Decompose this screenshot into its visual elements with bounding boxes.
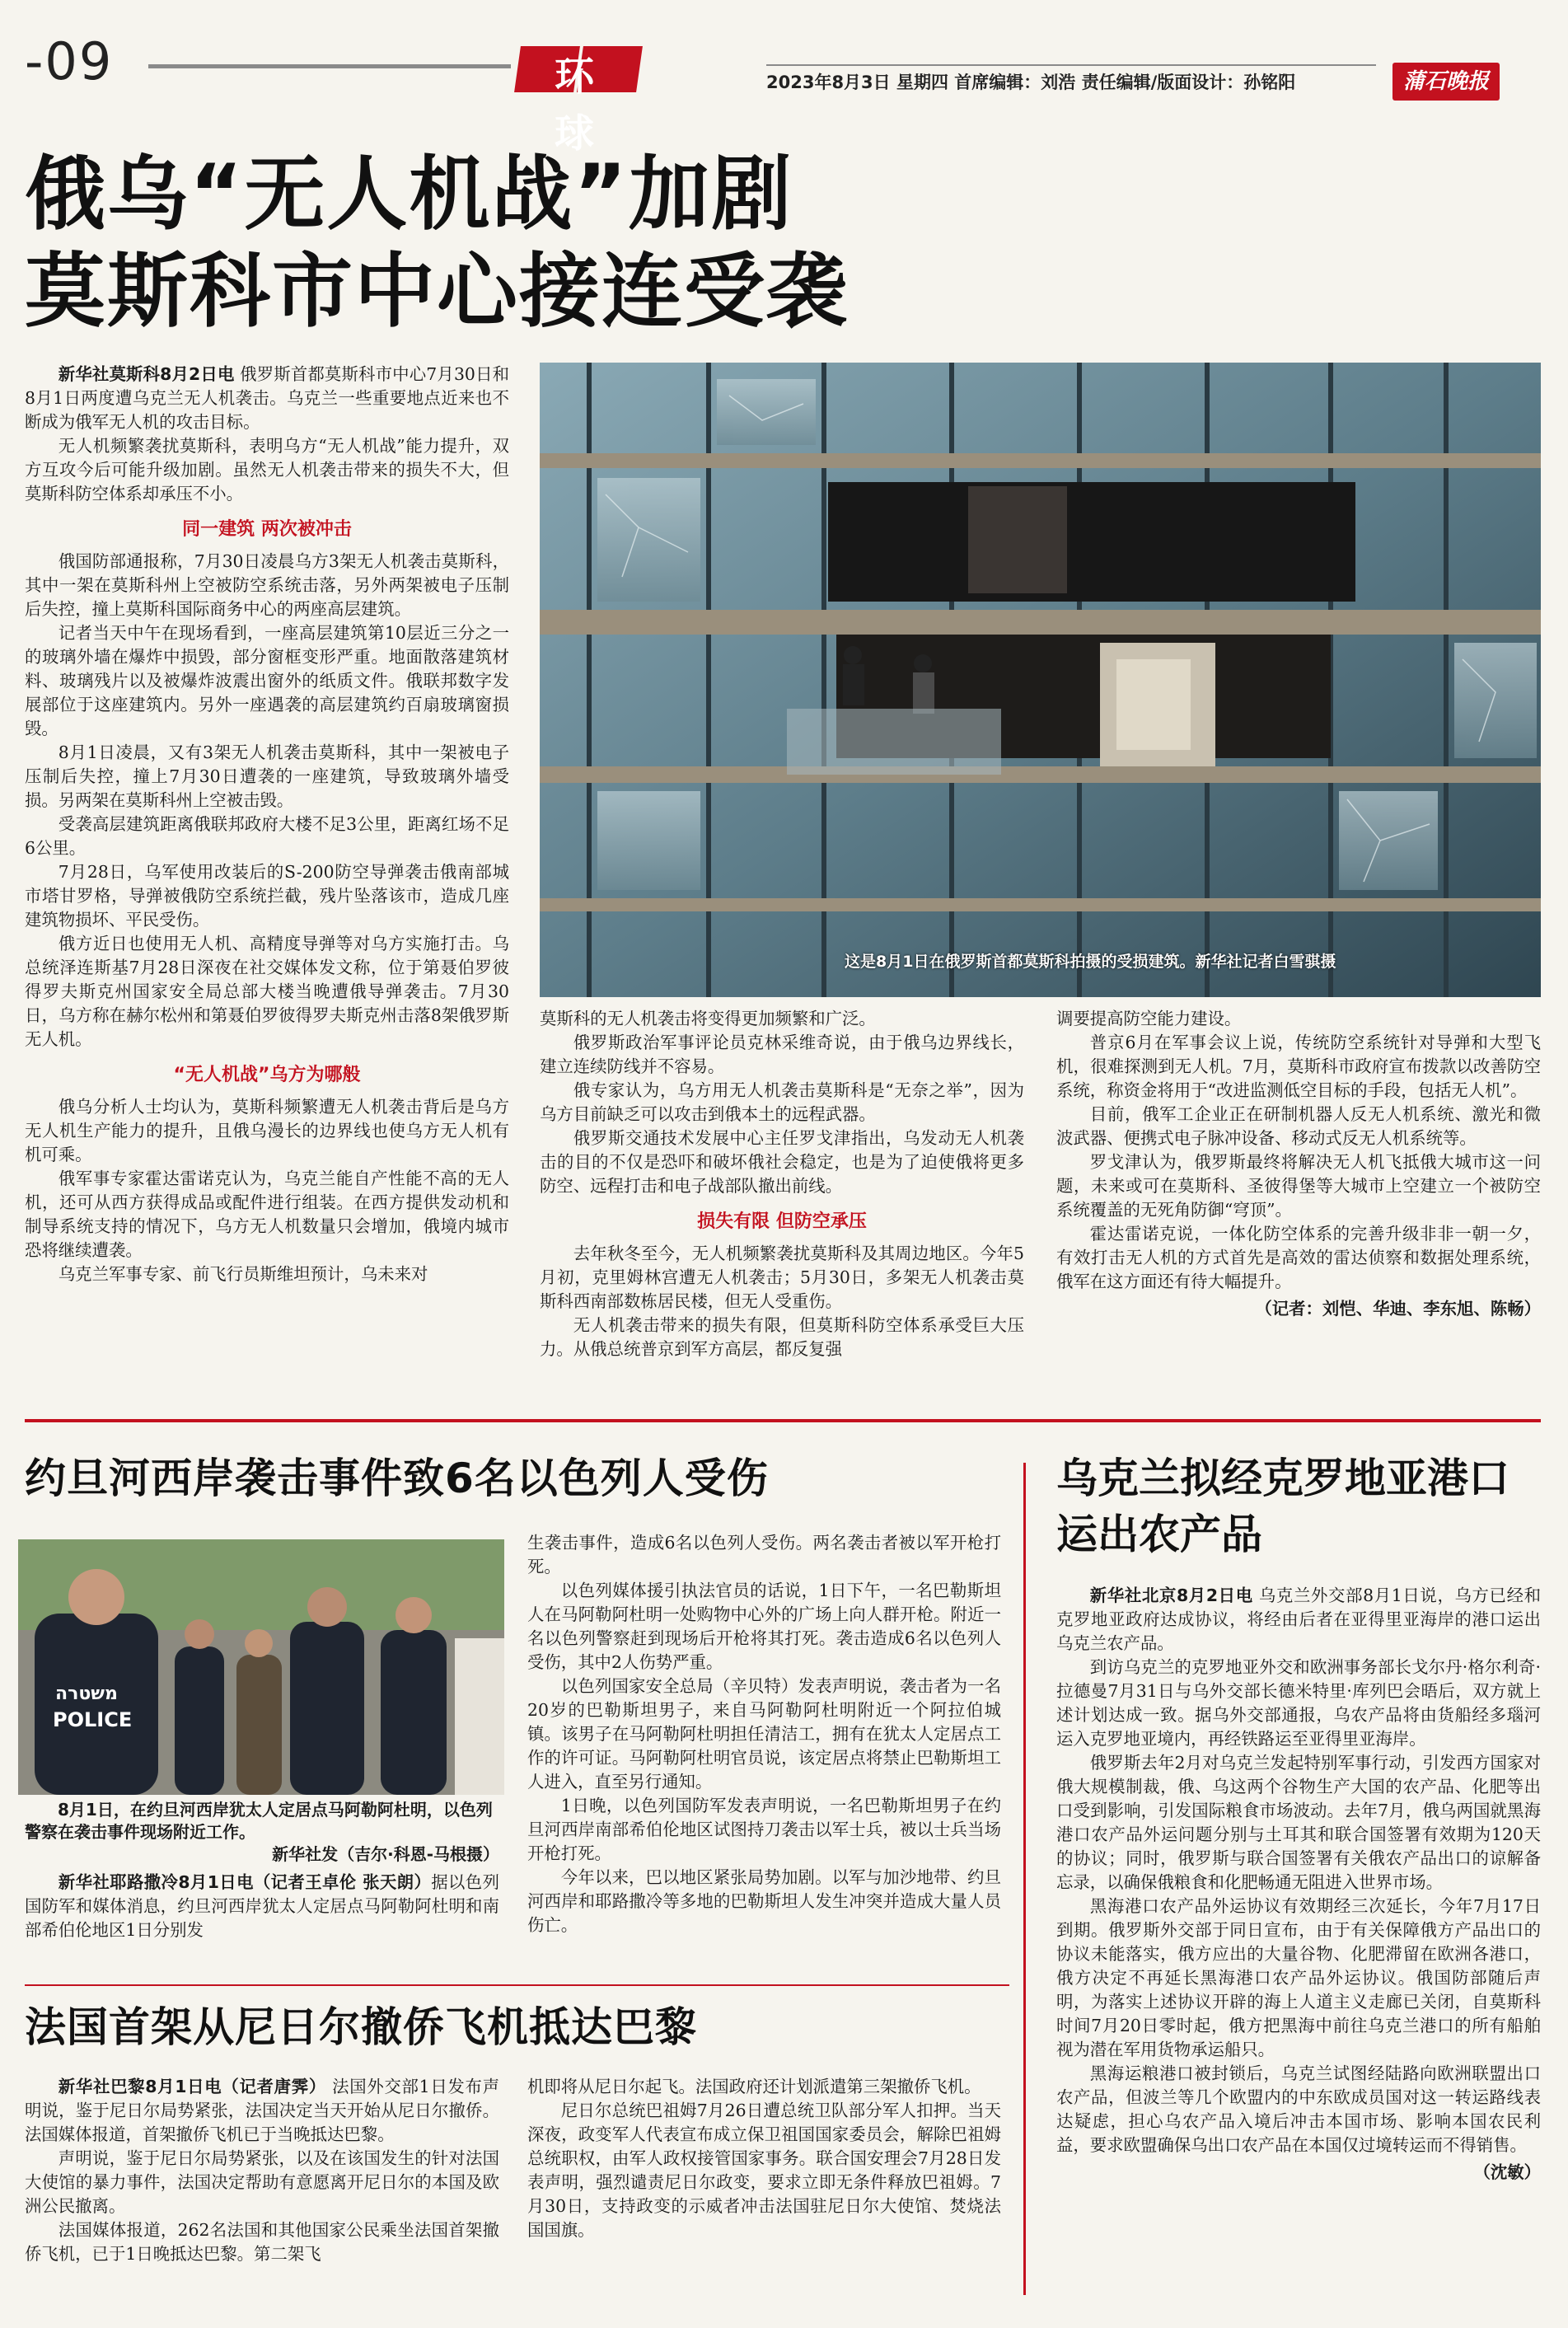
ukraine-col: 新华社北京8月2日电 乌克兰外交部8月1日说，乌方已经和克罗地亚政府达成协议，将经由后者在亚得里亚海岸的港口运出乌克兰农产品。 到访乌克兰的克罗地亚外交和欧洲事务部长戈尔丹·格尔利奇·拉德曼7月31日与乌外交部长德米特里·库列巴会晤后，双方就上述计划达成一致。据乌外交部通报，乌农产品将由货船经多瑙河运入克罗地亚境内，再经铁路运至亚得里亚海岸。 俄罗斯去年2月对乌克兰发起特别军事行动，引发西方国家对俄大规模制裁，俄、乌这两个谷物生产大国的农产品、化肥等出口受到影响，引发国际粮食市场波动。去年7月，俄乌两国就黑海港口农产品外运问题分别与土耳其和联合国签署有效期为120天的协议；同时，俄罗斯与联合国签署有关俄农产品出口的谅解备忘录，以确保俄粮食和化肥畅通无阻进入世界市场。 黑海港口农产品外运协议有效期经三次延长，今年7月17日到期。俄罗斯外交部于同日宣布，由于有关保障俄方产品出口的协议未能落实，俄方应出的大量谷物、化肥滞留在欧洲各港口，俄方决定不再延长黑海港口农产品外运协议。俄国防部随后声明，为落实上述协议开辟的海上人道主义走廊已关闭，自莫斯科时间7月20日零时起，俄方把黑海中前往乌克兰港口的所有船舶视为潜在军用货物承运船只。 黑海运粮港口被封锁后，乌克兰试图经陆路向欧洲联盟出口农产品，但波兰等几个欧盟内的中东欧成员国对这一转运路线表达疑虑，担心乌农产品入境后冲击本国市场、影响本国农民利益，要求欧盟确保乌出口农产品在本国仅过境转运而不得销售。 （沈敏）	[1056, 1584, 1541, 2317]
subhead-2: “无人机战”乌方为哪般	[173, 1065, 361, 1085]
westbank-col-1: 新华社耶路撒冷8月1日电（记者王卓伦 张天朗）据以色列国防军和媒体消息，约旦河西岸犹太人定居点马阿勒阿杜明和南部希伯伦地区1日分别发	[25, 1872, 499, 1940]
page-number: -09	[25, 31, 114, 91]
section-label: 环球	[554, 54, 617, 157]
building-illustration	[540, 363, 1541, 997]
column-divider	[1023, 1463, 1026, 2295]
police-photo	[18, 1539, 504, 1795]
ukraine-credit: （沈敏）	[1473, 2162, 1541, 2182]
subhead-1: 同一建筑 两次被冲击	[182, 519, 352, 540]
police-illustration	[18, 1539, 504, 1795]
subhead-3: 损失有限 但防空承压	[697, 1211, 867, 1232]
ukraine-headline-line1: 乌克兰拟经克罗地亚港口	[1056, 1454, 1509, 1502]
westbank-col-2: 生袭击事件，造成6名以色列人受伤。两名袭击者被以军开枪打死。 以色列媒体援引执法官员的话说，1日下午，一名巴勒斯坦人在马阿勒阿杜明一处购物中心外的广场上向人群开枪。附近一名以色列警察赶到现场后开枪将其打死。袭击造成6名以色列人受伤，其中2人伤势严重。 以色列国家安全总局（辛贝特）发表声明说，袭击者为一名20岁的巴勒斯坦男子，来自马阿勒阿杜明附近一个阿拉伯城镇。该男子在马阿勒阿杜明担任清洁工，拥有在犹太人定居点工作的许可证。马阿勒阿杜明官员说，该定居点将禁止巴勒斯坦工人进入，直至另行通知。 1日晚，以色列国防军发表声明说，一名巴勒斯坦男子在约旦河西岸南部希伯伦地区试图持刀袭击以军士兵，被以士兵当场开枪打死。 今年以来，巴以地区紧张局势加剧。以军与加沙地带、约旦河西岸和耶路撒冷等多地的巴勒斯坦人发生冲突并造成大量人员伤亡。	[527, 1533, 1001, 1935]
newspaper-logo: 蒲石晚报	[1392, 63, 1500, 101]
police-vest-hebrew: משטרה	[55, 1684, 118, 1704]
ukraine-headline-line2: 运出农产品	[1056, 1511, 1262, 1558]
damaged-building-photo	[540, 363, 1541, 997]
main-col-2: 莫斯科的无人机袭击将变得更加频繁和广泛。 俄罗斯政治军事评论员克林采维奇说，由于俄乌边界线长，建立连续防线并不容易。 俄专家认为，乌方用无人机袭击莫斯科是“无奈之举”，因为乌方目前缺乏可以攻击到俄本土的远程武器。 俄罗斯交通技术发展中心主任罗戈津指出，乌发动无人机袭击的目的不仅是恐吓和破坏俄社会稳定，也是为了迫使俄将更多防空、远程打击和电子战部队撤出前线。 损失有限 但防空承压 去年秋冬至今，无人机频繁袭扰莫斯科及其周边地区。今年5月初，克里姆林宫遭无人机袭击；5月30日，多架无人机袭击莫斯科西南部数栋居民楼，但无人受重伤。 无人机袭击带来的损失有限，但莫斯科防空体系承受巨大压力。从俄总统普京到军方高层，都反复强	[540, 1009, 1024, 1359]
article-divider	[25, 1984, 1009, 1986]
westbank-caption: 8月1日，在约旦河西岸犹太人定居点马阿勒阿杜明，以色列警察在袭击事件现场附近工作。 新华社发（吉尔·科恩-马根摄）	[25, 1800, 499, 1864]
main-col-1: 新华社莫斯科8月2日电 俄罗斯首都莫斯科市中心7月30日和8月1日两度遭乌克兰无人机袭击。乌克兰一些重要地点近来也不断成为俄军无人机的攻击目标。 无人机频繁袭扰莫斯科，表明乌方“无人机战”能力提升，双方互攻今后可能升级加剧。虽然无人机袭击带来的损失不大，但莫斯科防空体系却承压不小。 同一建筑 两次被冲击 俄国防部通报称，7月30日凌晨乌方3架无人机袭击莫斯科，其中一架在莫斯科州上空被防空系统击落，另外两架被电子压制后失控，撞上莫斯科国际商务中心的两座高层建筑。 记者当天中午在现场看到，一座高层建筑第10层近三分之一的玻璃外墙在爆炸中损毁，部分窗框变形严重。地面散落建筑材料、玻璃残片以及被爆炸波震出窗外的纸质文件。俄联邦数字发展部位于这座建筑内。另外一座遇袭的高层建筑约百扇玻璃窗损毁。 8月1日凌晨，又有3架无人机袭击莫斯科，其中一架被电子压制后失控，撞上7月30日遭袭的一座建筑，导致玻璃外墙受损。另两架在莫斯科州上空被击毁。 受袭高层建筑距离俄联邦政府大楼不足3公里，距离红场不足6公里。 7月28日，乌军使用改装后的S-200防空导弹袭击俄南部城市塔甘罗格，导弹被俄防空系统拦截，残片坠落该市，造成几座建筑物损坏、平民受伤。 俄方近日也使用无人机、高精度导弹等对乌方实施打击。乌总统泽连斯基7月28日深夜在社交媒体发文称，位于第聂伯罗彼得罗夫斯克州国家安全局总部大楼当晚遭俄导弹袭击。7月30日，乌方称在赫尔松州和第聂伯罗彼得罗夫斯克州击落8架俄罗斯无人机。 “无人机战”乌方为哪般 俄乌分析人士均认为，莫斯科频繁遭无人机袭击背后是乌方无人机生产能力的提升，且俄乌漫长的边界线也使乌方无人机有机可乘。 俄军事专家霍达雷诺克认为，乌克兰能自产性能不高的无人机，还可从西方获得成品或配件进行组装。在西方提供发动机和制导系统支持的情况下，乌方无人机数量只会增加，俄境内城市恐将继续遭袭。 乌克兰军事专家、前飞行员斯维坦预计，乌未来对	[25, 364, 509, 1284]
main-headline-line2: 莫斯科市中心接连受袭	[25, 245, 850, 339]
section-divider	[25, 1419, 1541, 1422]
westbank-headline: 约旦河西岸袭击事件致6名以色列人受伤	[25, 1454, 769, 1502]
france-col-2: 机即将从尼日尔起飞。法国政府还计划派遣第三架撤侨飞机。 尼日尔总统巴祖姆7月26日遭总统卫队部分军人扣押。当天深夜，政变军人代表宣布成立保卫祖国国家委员会，解除巴祖姆总统职权，由军人政权接管国家事务。联合国安理会7月28日发表声明，强烈谴责尼日尔政变，要求立即无条件释放巴祖姆。7月30日，支持政变的示威者冲击法国驻尼日尔大使馆、焚烧法国国旗。	[527, 2077, 1001, 2240]
france-headline: 法国首架从尼日尔撤侨飞机抵达巴黎	[25, 2003, 697, 2051]
main-col-3: 调要提高防空能力建设。 普京6月在军事会议上说，传统防空系统针对导弹和大型飞机，很难探测到无人机。7月，莫斯科市政府宣布拨款以改善防空系统，称资金将用于“改进监测低空目标的手段，包括无人机”。 目前，俄军工企业正在研制机器人反无人机系统、激光和微波武器、便携式电子脉冲设备、移动式反无人机系统等。 罗戈津认为，俄罗斯最终将解决无人机飞抵俄大城市这一问题，未来或可在莫斯科、圣彼得堡等大城市上空建立一个被防空系统覆盖的无死角防御“穹顶”。 霍达雷诺克说，一体化防空体系的完善升级非非一朝一夕，有效打击无人机的方式首先是高效的雷达侦察和数据处理系统，俄军在这方面还有待大幅提升。 （记者：刘恺、华迪、李东旭、陈畅）	[1056, 1007, 1541, 1394]
main-credit: （记者：刘恺、华迪、李东旭、陈畅）	[1255, 1299, 1541, 1319]
header-info: 2023年8月3日 星期四 首席编辑：刘浩 责任编辑/版面设计：孙铭阳	[766, 73, 1296, 92]
main-photo-caption: 这是8月1日在俄罗斯首都莫斯科拍摄的受损建筑。新华社记者白雪骐摄	[845, 953, 1336, 971]
france-col-1: 新华社巴黎8月1日电（记者唐霁） 法国外交部1日发布声明说，鉴于尼日尔局势紧张，法国决定当天开始从尼日尔撤侨。法国媒体报道，首架撤侨飞机已于当晚抵达巴黎。 声明说，鉴于尼日尔局势紧张，以及在该国发生的针对法国大使馆的暴力事件，法国决定帮助有意愿离开尼日尔的本国及欧洲公民撤离。 法国媒体报道，262名法国和其他国家公民乘坐法国首架撤侨飞机，已于1日晚抵达巴黎。第二架飞	[25, 2077, 499, 2264]
header-rule	[148, 64, 511, 68]
main-headline-line1: 俄乌“无人机战”加剧	[25, 148, 793, 241]
section-badge	[517, 40, 658, 157]
main-dateline: 新华社莫斯科8月2日电	[58, 364, 235, 384]
header-rule-right	[766, 64, 1376, 66]
police-vest-label: POLICE	[53, 1708, 133, 1731]
